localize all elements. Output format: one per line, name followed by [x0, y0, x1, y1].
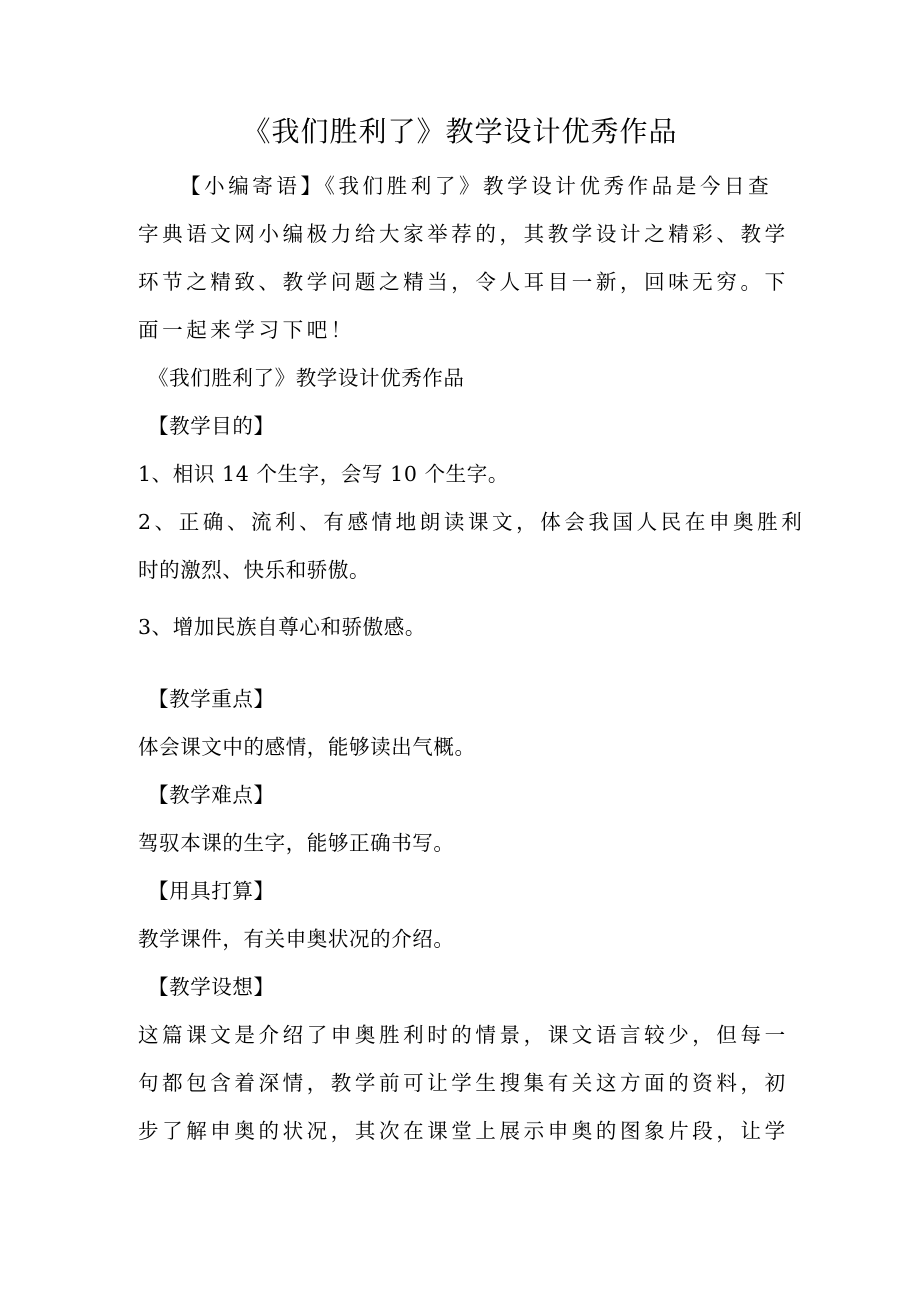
- design-line-3: 步了解申奥的状况，其次在课堂上展示申奥的图象片段，让学: [138, 1119, 789, 1143]
- intro-line-2: 字典语文网小编极力给大家举荐的，其教学设计之精彩、教学: [138, 222, 789, 246]
- intro-line-4: 面一起来学习下吧！: [138, 318, 355, 342]
- preparation-text: 教学课件，有关申奥状况的介绍。: [138, 927, 455, 951]
- objectives-heading: 【教学目的】: [148, 414, 275, 438]
- objective-item-2-line-1: 2、正确、流利、有感情地朗读课文，体会我国人民在申奥胜利: [138, 510, 806, 534]
- objective-item-1: 1、相识 14 个生字，会写 10 个生字。: [138, 462, 509, 486]
- objective-item-3: 3、增加民族自尊心和骄傲感。: [138, 615, 426, 639]
- difficulties-text: 驾驭本课的生字，能够正确书写。: [138, 831, 455, 855]
- preparation-heading: 【用具打算】: [148, 879, 275, 903]
- difficulties-heading: 【教学难点】: [148, 783, 275, 807]
- intro-line-3: 环节之精致、教学问题之精当，令人耳目一新，回味无穷。下: [138, 270, 789, 294]
- document-title: 《我们胜利了》教学设计优秀作品: [242, 115, 678, 148]
- subtitle: 《我们胜利了》教学设计优秀作品: [148, 366, 465, 390]
- objective-item-2-line-2: 时的激烈、快乐和骄傲。: [138, 558, 371, 582]
- design-line-2: 句都包含着深情，教学前可让学生搜集有关这方面的资料，初: [138, 1071, 789, 1095]
- design-line-1: 这篇课文是介绍了申奥胜利时的情景，课文语言较少，但每一: [138, 1023, 789, 1047]
- intro-line-1: 【小编寄语】《我们胜利了》教学设计优秀作品是今日查: [180, 174, 773, 198]
- key-points-text: 体会课文中的感情，能够读出气概。: [138, 735, 476, 759]
- key-points-heading: 【教学重点】: [148, 687, 275, 711]
- design-heading: 【教学设想】: [148, 975, 275, 999]
